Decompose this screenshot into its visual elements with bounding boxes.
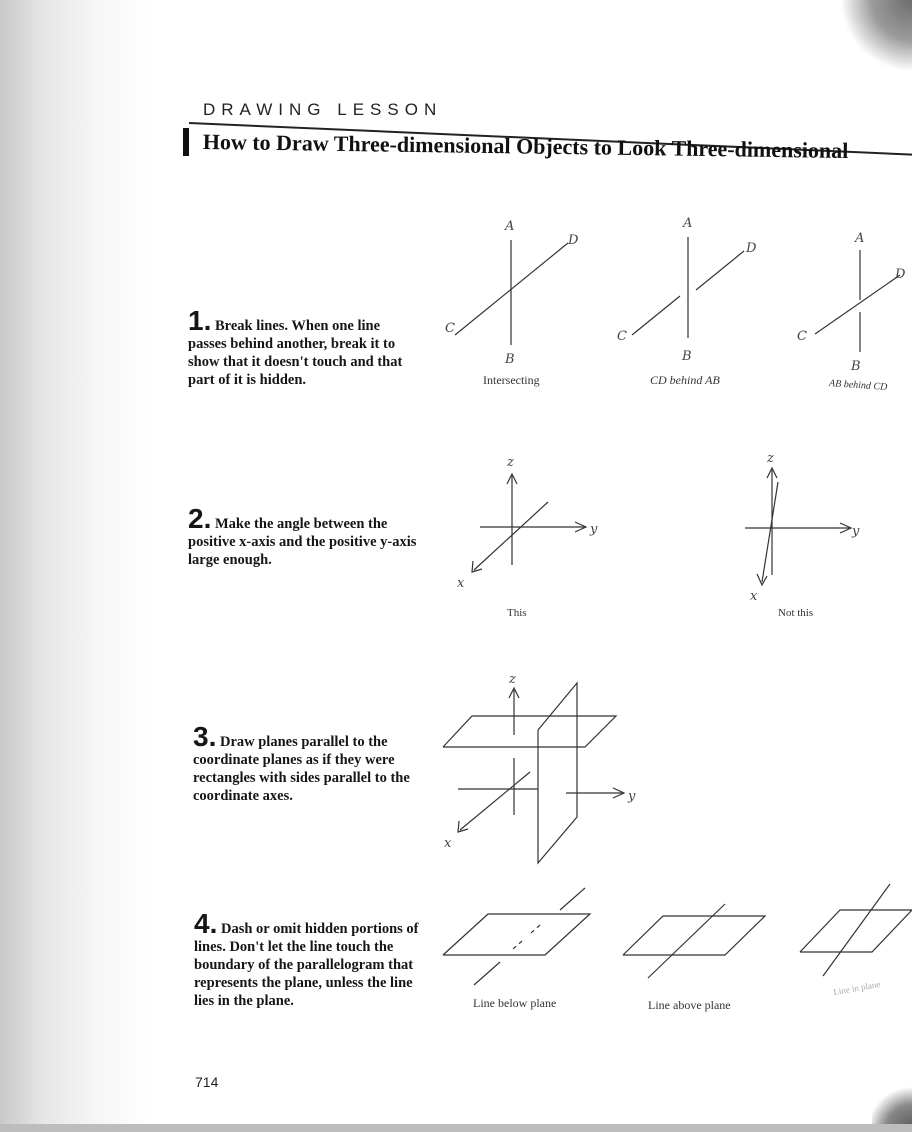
caption-cd-behind-ab: CD behind AB <box>650 373 720 387</box>
label-y: y <box>852 524 860 539</box>
step-number: 1. <box>188 305 212 336</box>
label-a: A <box>505 219 515 234</box>
step-text: Dash or omit hidden portions of lines. Don't let the line touch the boundary of the parallelogram that represents the plane, unless the line lies in the plane. <box>194 921 419 1009</box>
label-b: B <box>851 359 861 374</box>
label-d: D <box>568 233 579 248</box>
caption-line-below-plane: Line below plane <box>473 996 557 1010</box>
label-z: z <box>767 451 774 466</box>
label-x: x <box>444 836 452 851</box>
label-y: y <box>628 789 636 804</box>
caption-intersecting: Intersecting <box>483 373 540 387</box>
label-d: D <box>895 267 906 282</box>
label-a: A <box>683 216 693 231</box>
caption-not-this: Not this <box>778 607 814 619</box>
page-number: 714 <box>195 1074 219 1090</box>
label-z: z <box>509 672 516 687</box>
diagram-ab-behind-cd <box>797 231 906 374</box>
step-number: 4. <box>194 908 218 939</box>
caption-line-in-plane: Line in plane <box>832 978 881 998</box>
diagram-cd-behind-ab <box>617 216 757 364</box>
diagram-line-below-plane <box>443 888 590 985</box>
diagram-line-in-plane <box>800 884 912 976</box>
label-a: A <box>855 231 865 246</box>
diagram-intersecting <box>445 219 579 367</box>
step-number: 3. <box>193 721 217 752</box>
label-z: z <box>507 455 514 470</box>
caption-this: This <box>507 607 527 619</box>
step-text: Make the angle between the positive x-axis and the positive y-axis large enough. <box>188 516 417 568</box>
label-b: B <box>682 349 692 364</box>
section-label: DRAWING LESSON <box>203 100 443 119</box>
label-c: C <box>445 321 455 336</box>
label-y: y <box>590 522 598 537</box>
step-text: Draw planes parallel to the coordinate planes as if they were rectangles with sides parallel to the coordinate axes. <box>193 734 410 804</box>
label-c: C <box>617 329 627 344</box>
caption-ab-behind-cd: AB behind CD <box>828 377 888 394</box>
label-d: D <box>746 241 757 256</box>
label-b: B <box>505 352 515 367</box>
label-c: C <box>797 329 807 344</box>
caption-line-above-plane: Line above plane <box>648 998 731 1012</box>
diagram-coordinate-planes <box>443 672 636 863</box>
label-x: x <box>457 576 465 591</box>
diagram-line-above-plane <box>623 904 765 978</box>
label-x: x <box>750 589 758 604</box>
diagram-axes-bad <box>745 451 860 604</box>
diagram-axes-good <box>457 455 598 591</box>
step-number: 2. <box>188 503 212 534</box>
page-title: How to Draw Three-dimensional Objects to Look Three-dimensional <box>202 129 849 164</box>
step-text: Break lines. When one line passes behind another, break it to show that it doesn't touch and that part of it is hidden. <box>188 318 403 388</box>
